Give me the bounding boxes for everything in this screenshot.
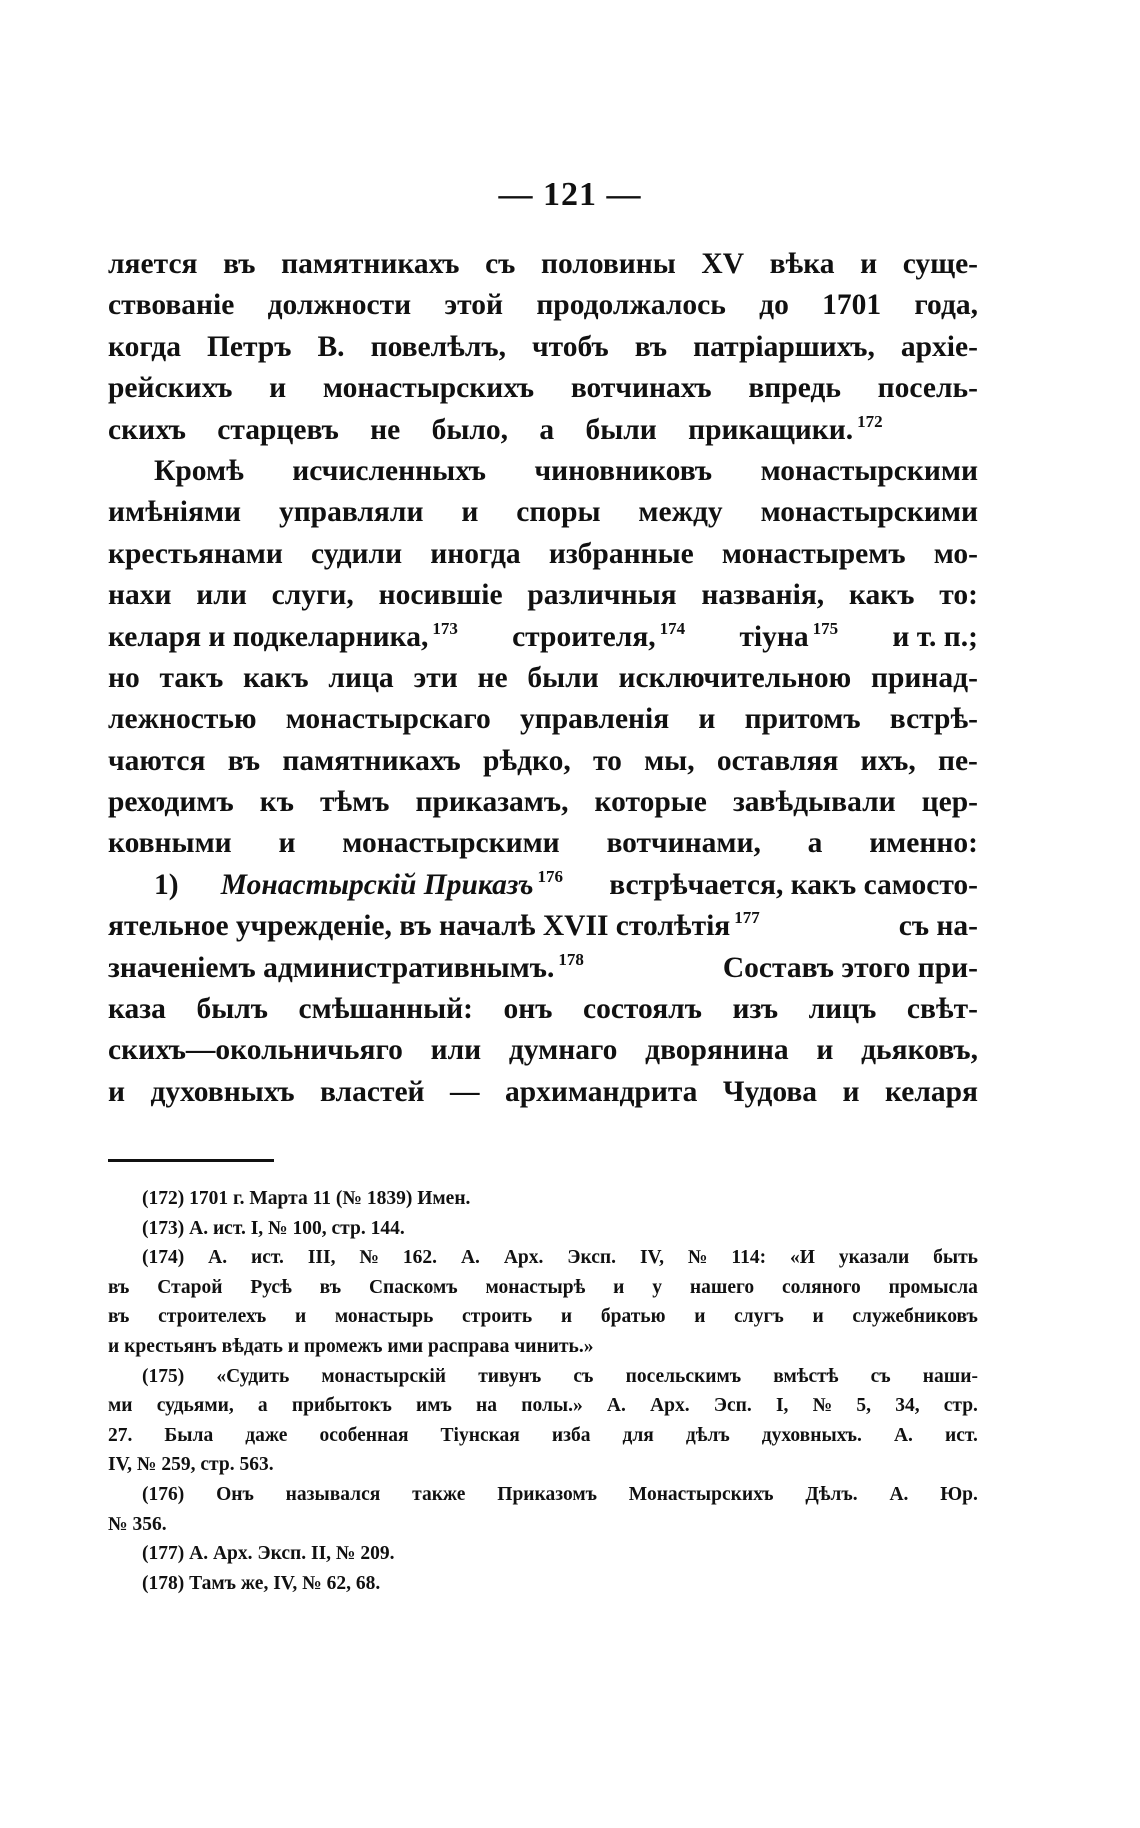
word: нахи <box>108 579 172 612</box>
footnote-174 <box>108 1243 978 1273</box>
word: слуги, <box>271 579 354 612</box>
word: монастыремъ <box>721 537 906 570</box>
footnote-174-cont <box>108 1332 978 1362</box>
word: XV <box>701 248 745 280</box>
text-fragment: ятельное учрежденіе, въ началѣ XVII столѣтія <box>108 910 731 943</box>
word: крестьянами <box>108 537 283 570</box>
word: притомъ <box>744 703 861 736</box>
word: III, <box>307 1247 336 1269</box>
text-fragment <box>108 948 588 992</box>
word: и <box>694 1306 706 1328</box>
text-fragment: не <box>370 413 401 446</box>
footnote-174-cont <box>108 1302 978 1332</box>
word: 114: <box>731 1247 767 1269</box>
word: (176) <box>142 1483 185 1505</box>
word: когда <box>108 330 181 363</box>
text-line <box>108 285 978 326</box>
word: и <box>816 1034 834 1067</box>
word: ми <box>108 1395 133 1417</box>
footnote-174-cont <box>108 1273 978 1303</box>
word: у <box>652 1276 663 1298</box>
word: полы.» <box>521 1395 583 1417</box>
word: исчисленныхъ <box>292 454 487 487</box>
text-fragment: скихъ <box>108 413 186 446</box>
word: половины <box>540 248 676 280</box>
text-line <box>108 368 978 409</box>
footnote-ref-176: 176 <box>537 866 563 886</box>
word: лица <box>328 661 394 694</box>
footnote-175-cont <box>108 1450 978 1480</box>
word: А. <box>606 1395 626 1417</box>
word: ихъ, <box>860 744 916 777</box>
word: каза <box>108 993 166 1026</box>
word: (175) <box>142 1365 185 1387</box>
text-fragment <box>688 410 886 454</box>
word: свѣт- <box>906 993 978 1026</box>
word: лицъ <box>808 993 877 1026</box>
word: строить <box>462 1306 533 1328</box>
word: соляного <box>781 1276 861 1298</box>
word: архимандрита <box>504 1075 698 1108</box>
text-fragment: строителя, <box>512 620 656 653</box>
word: монастырскаго <box>285 703 491 736</box>
text-line <box>108 1072 978 1113</box>
word: или <box>430 1034 482 1067</box>
word: Кромѣ <box>154 454 244 487</box>
word: монастырскими <box>760 496 978 529</box>
word: посель- <box>877 372 978 405</box>
text-fragment: прикащики. <box>688 413 854 446</box>
word: Чудова <box>722 1075 818 1108</box>
word: съ <box>573 1365 594 1387</box>
text-fragment <box>108 617 462 661</box>
word: суще- <box>902 248 978 280</box>
word: въ <box>634 330 668 363</box>
word: съ <box>870 1365 891 1387</box>
word: судили <box>311 537 403 570</box>
footnote-ref-173: 173 <box>432 618 458 638</box>
word: дворянина <box>645 1034 789 1067</box>
text-line <box>108 948 978 989</box>
word: прибытокъ <box>291 1395 392 1417</box>
text-fragment <box>512 617 689 661</box>
word: мы, <box>644 744 695 777</box>
word: цер- <box>921 786 978 819</box>
word: монастырскій <box>321 1365 447 1387</box>
word: Арх. <box>503 1247 544 1269</box>
text-fragment: значеніемъ административнымъ. <box>108 951 555 984</box>
word: чаются <box>108 744 206 777</box>
word: управленія <box>519 703 670 736</box>
word: властей <box>320 1075 425 1108</box>
word: № <box>687 1247 708 1269</box>
footnote-175-cont <box>108 1391 978 1421</box>
word: то: <box>939 579 978 612</box>
word: и <box>461 496 479 529</box>
text-line <box>108 492 978 533</box>
word: и <box>278 827 296 860</box>
word: былъ <box>196 993 268 1026</box>
word: избранные <box>548 537 694 570</box>
word: завѣдывали <box>732 786 896 819</box>
text-fragment: IV, № 259, стр. 563. <box>108 1454 274 1476</box>
text-fragment: № 356. <box>108 1513 167 1535</box>
word: споры <box>516 496 601 529</box>
word: впредь <box>748 372 841 405</box>
text-line <box>108 244 978 285</box>
footnote-ref-175: 175 <box>812 618 839 638</box>
text-fragment: было, <box>431 413 509 446</box>
word: строителехъ <box>158 1306 267 1328</box>
word: Дѣлъ. <box>805 1483 858 1505</box>
word: въ <box>227 744 261 777</box>
word: чиновниковъ <box>534 454 713 487</box>
text-fragment: (178) Тамъ же, IV, № 62, 68. <box>142 1572 381 1594</box>
word: смѣшанный: <box>298 993 473 1026</box>
text-line <box>108 617 978 658</box>
word: онъ <box>503 993 553 1026</box>
word: должности <box>267 289 412 322</box>
word: нашего <box>689 1276 755 1298</box>
footnote-176-cont <box>108 1510 978 1540</box>
word: А. <box>208 1247 228 1269</box>
text-line <box>108 782 978 823</box>
text-line <box>108 823 978 864</box>
word: I, <box>775 1395 789 1417</box>
text-fragment: (173) А. ист. I, № 100, стр. 144. <box>142 1217 405 1239</box>
text-fragment: и крестьянъ вѣдать и промежъ ими расправа чинить.» <box>108 1335 594 1357</box>
word: приказамъ, <box>415 786 569 819</box>
text-line <box>108 989 978 1030</box>
word: мо- <box>933 537 978 570</box>
word: «Судить <box>216 1365 290 1387</box>
text-line <box>108 658 978 699</box>
word: въ <box>319 1276 342 1298</box>
word: назывался <box>285 1483 381 1505</box>
text-line <box>108 906 978 947</box>
word: къ <box>259 786 294 819</box>
text-fragment: съ на- <box>898 910 978 943</box>
word: чтобъ <box>532 330 609 363</box>
text-fragment <box>221 865 567 909</box>
word: слугъ <box>734 1306 784 1328</box>
word: пе- <box>937 744 978 777</box>
word: скихъ—окольничьяго <box>108 1034 403 1067</box>
word: встрѣ- <box>889 703 978 736</box>
word: реходимъ <box>108 786 234 819</box>
word: имъ <box>415 1395 452 1417</box>
word: на <box>476 1395 498 1417</box>
word: служебниковъ <box>852 1306 978 1328</box>
word: 162. <box>402 1247 438 1269</box>
word: монастырскими <box>760 454 978 487</box>
word: — <box>450 1075 480 1108</box>
word: дѣлъ <box>685 1424 730 1446</box>
word: стр. <box>943 1395 978 1417</box>
word: 27. <box>108 1424 133 1446</box>
text-line <box>108 1030 978 1071</box>
text-fragment: старцевъ <box>217 413 339 446</box>
word: продолжалось <box>536 289 726 322</box>
word: до <box>759 289 789 322</box>
word: посельскимъ <box>625 1365 742 1387</box>
word: и <box>108 1075 125 1108</box>
word: носившіе <box>378 579 503 612</box>
text-line <box>108 410 978 451</box>
word: тивунъ <box>478 1365 542 1387</box>
word: Приказомъ <box>497 1483 597 1505</box>
word: и <box>842 1075 860 1108</box>
word: но <box>108 661 140 694</box>
word: изба <box>551 1424 591 1446</box>
footnote-ref-172: 172 <box>857 411 883 431</box>
word: памятникахъ <box>282 744 461 777</box>
word: Тіунская <box>440 1424 520 1446</box>
text-fragment <box>108 906 764 950</box>
word: не <box>477 661 508 694</box>
word: Петръ <box>206 330 292 363</box>
word: ляется <box>108 248 198 280</box>
word: (174) <box>142 1247 185 1269</box>
word: духовныхъ. <box>761 1424 862 1446</box>
word: для <box>622 1424 654 1446</box>
word: ист. <box>251 1247 284 1269</box>
word: Русѣ <box>250 1276 292 1298</box>
word: духовныхъ <box>150 1075 295 1108</box>
word: № <box>812 1395 833 1417</box>
word: особенная <box>319 1424 409 1446</box>
word: Юр. <box>940 1483 978 1505</box>
word: Старой <box>157 1276 223 1298</box>
word: также <box>412 1483 466 1505</box>
list-number: 1) <box>154 868 179 901</box>
main-text <box>108 244 978 1113</box>
word: въ <box>108 1306 130 1328</box>
word: или <box>196 579 247 612</box>
word: Эсп. <box>713 1395 752 1417</box>
word: А. <box>893 1424 913 1446</box>
word: архіе- <box>900 330 978 363</box>
footnote-ref-174: 174 <box>659 618 686 638</box>
word: Эксп. <box>567 1247 617 1269</box>
word: указали <box>838 1247 910 1269</box>
word: эти <box>413 661 458 694</box>
word: названія, <box>701 579 825 612</box>
word: исключительною <box>618 661 852 694</box>
word: вѣка <box>769 248 835 280</box>
word: быть <box>933 1247 978 1269</box>
word: между <box>638 496 723 529</box>
word: 34, <box>895 1395 920 1417</box>
text-fragment: тіуна <box>739 620 809 653</box>
word: и <box>294 1306 307 1328</box>
prikaz-name: Монастырскій Приказъ <box>220 868 534 901</box>
word: патріаршихъ, <box>693 330 875 363</box>
footnote-178 <box>108 1569 978 1599</box>
word: промысла <box>888 1276 978 1298</box>
footnote-175 <box>108 1362 978 1392</box>
text-fragment: и т. п.; <box>892 620 978 653</box>
footnotes <box>108 1184 978 1598</box>
word: такъ <box>159 661 224 694</box>
word: тѣмъ <box>319 786 390 819</box>
word: № <box>359 1247 379 1269</box>
footnote-177 <box>108 1539 978 1569</box>
word: ист. <box>944 1424 978 1446</box>
footnote-172 <box>108 1184 978 1214</box>
footnote-divider <box>108 1159 274 1162</box>
word: Онъ <box>216 1483 254 1505</box>
word: братью <box>600 1306 666 1328</box>
word: имѣніями <box>108 496 242 529</box>
word: монастырскихъ <box>322 372 535 405</box>
word: принад- <box>871 661 978 694</box>
text-line <box>108 865 978 906</box>
page-number: — 121 — <box>498 176 642 213</box>
word: IV, <box>639 1247 664 1269</box>
word: 5, <box>856 1395 872 1417</box>
word: управляли <box>278 496 424 529</box>
word: наши- <box>922 1365 978 1387</box>
word: какъ <box>848 579 915 612</box>
footnote-175-cont <box>108 1421 978 1451</box>
word: даже <box>245 1424 288 1446</box>
text-fragment: (172) 1701 г. Марта 11 (№ 1839) Имен. <box>142 1188 471 1209</box>
text-fragment: Составъ этого при- <box>722 951 978 984</box>
word: года, <box>914 289 978 322</box>
word: и <box>269 372 287 405</box>
word: Была <box>164 1424 214 1446</box>
word: Спаскомъ <box>368 1276 458 1298</box>
word: то <box>592 744 622 777</box>
text-fragment <box>739 617 842 661</box>
text-line <box>108 741 978 782</box>
word: а <box>807 827 823 860</box>
text-line <box>108 451 978 492</box>
word: были <box>527 661 599 694</box>
word: вмѣстѣ <box>773 1365 839 1387</box>
word: въ <box>108 1276 130 1298</box>
word: 1701 <box>822 289 882 322</box>
word: съ <box>485 248 516 280</box>
text-fragment: (177) А. Арх. Эксп. II, № 209. <box>142 1543 395 1565</box>
word: Арх. <box>650 1395 690 1417</box>
word: состоялъ <box>583 993 702 1026</box>
word: въ <box>223 248 256 280</box>
word: В. <box>317 330 345 363</box>
word: а <box>257 1395 268 1417</box>
word: судьями, <box>156 1395 234 1417</box>
word: вотчинами, <box>606 827 761 860</box>
word: рейскихъ <box>108 372 233 405</box>
text-fragment: встрѣчается, какъ самосто- <box>609 868 978 901</box>
word: келаря <box>884 1075 978 1108</box>
word: памятникахъ <box>281 248 460 280</box>
text-line <box>108 575 978 616</box>
word: различныя <box>527 579 677 612</box>
word: монастырь <box>334 1306 434 1328</box>
word: и <box>812 1306 824 1328</box>
word: и <box>698 703 716 736</box>
word: этой <box>444 289 504 322</box>
footnote-ref-177: 177 <box>734 908 760 928</box>
word: повелѣлъ, <box>370 330 506 363</box>
word: именно: <box>869 827 978 860</box>
word: монастырскими <box>342 827 560 860</box>
word: и <box>560 1306 573 1328</box>
word: лежностью <box>108 703 257 736</box>
text-fragment: келаря и подкеларника, <box>108 620 429 653</box>
word: А. <box>460 1247 480 1269</box>
text-line <box>108 534 978 575</box>
word: ствованіе <box>108 289 235 322</box>
text-line <box>108 327 978 368</box>
word: «И <box>789 1247 815 1269</box>
word: изъ <box>732 993 779 1026</box>
word: иногда <box>430 537 521 570</box>
footnote-ref-178: 178 <box>558 949 584 969</box>
word: и <box>613 1276 625 1298</box>
word: Монастырскихъ <box>628 1483 774 1505</box>
word: оставляя <box>716 744 839 777</box>
footnote-173 <box>108 1214 978 1244</box>
word: думнаго <box>508 1034 618 1067</box>
word: ковными <box>108 827 232 860</box>
word: вотчинахъ <box>570 372 712 405</box>
word: какъ <box>243 661 309 694</box>
word: дьяковъ, <box>861 1034 978 1067</box>
word: и <box>860 248 878 280</box>
text-fragment: были <box>585 413 657 446</box>
word: которые <box>594 786 707 819</box>
word: монастырѣ <box>485 1276 586 1298</box>
word: А. <box>889 1483 909 1505</box>
word: рѣдко, <box>482 744 571 777</box>
text-fragment: а <box>539 413 555 446</box>
text-line <box>108 699 978 740</box>
footnote-176 <box>108 1480 978 1510</box>
